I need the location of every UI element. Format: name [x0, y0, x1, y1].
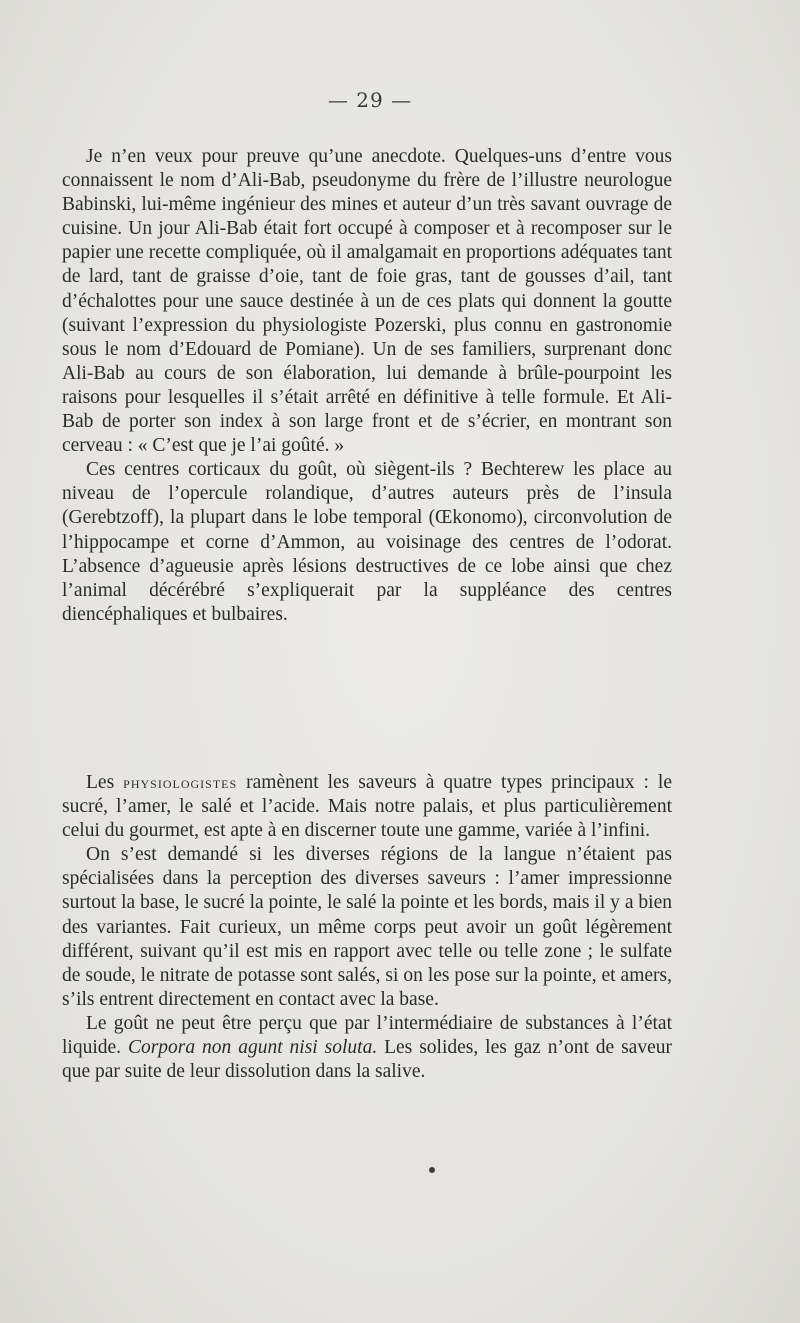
text-section-physiology: [62, 771, 672, 1084]
paragraph-liquid-rest: Les solides, les gaz n’ont de saveur que par suite de leur dissolution dans la salive.: [62, 1037, 672, 1083]
physiologistes-smallcaps: physiologistes: [123, 773, 238, 792]
paragraph-cortical-centers: Ces centres corticaux du goût, où siègent-ils ? Bechterew les place au niveau de l’opercule rolandique, d’autres auteurs près de l’insula (Gerebtzoff), la plupart dans le lobe temporal (Œkonomo), circonvolution de l’hippocampe et corne d’Ammon, au voisinage des centres de l’odorat. L’absence d’agueusie après lésions destructives de ce lobe ainsi que chez l’animal décérébré s’expliquerait par la suppléance des centres diencéphaliques et bulbaires.: [62, 459, 672, 625]
paragraph-ali-bab-anecdote: Je n’en veux pour preuve qu’une anecdote. Quelques-uns d’entre vous connaissent le nom d’Ali-Bab, pseudonyme du frère de l’illustre neurologue Babinski, lui-même ingénieur des mines et auteur d’un très savant ouvrage de cuisine. Un jour Ali-Bab était fort occupé à composer et à recomposer sur le papier une recette compliquée, où il amalgamait en proportions adéquates tant de lard, tant de graisse d’oie, tant de foie gras, tant de gousses d’ail, tant d’échalottes pour une sauce destinée à un de ces plats qui donnent la goutte (suivant l’expression du physiologiste Pozerski, plus connu en gastronomie sous le nom d’Edouard de Pomiane). Un de ses familiers, surprenant donc Ali-Bab au cours de son élaboration, lui demande à brûle-pourpoint les raisons pour lesquelles il s’était arrêté en définitive à telle formule. Et Ali-Bab de porter son index à son large front et de s’écrier, en montrant son cerveau : « C’est que je l’ai goûté. »: [62, 146, 672, 457]
paragraph-liquid-substances: [62, 1012, 672, 1084]
text-section-anecdote: [62, 145, 672, 627]
paragraph-four-tastes-rest: ramènent les saveurs à quatre types principaux : le sucré, l’amer, le salé et l’acide. Mais notre palais, et plus particulièrement celui du gourmet, est apte à en discerner toute une gamme, variée à l’infini.: [62, 772, 673, 842]
paragraph-four-tastes-lead: Les: [86, 772, 124, 793]
latin-quote: Corpora non agunt nisi soluta.: [127, 1037, 378, 1059]
page-number: — 29 —: [327, 88, 413, 112]
ink-speck: [429, 1167, 435, 1173]
paragraph-liquid-lead: Le goût ne peut être perçu que par l’intermédiaire de substances à l’état liquide.: [62, 1012, 672, 1059]
paragraph-four-tastes: [62, 771, 672, 843]
paragraph-tongue-regions: On s’est demandé si les diverses régions de la langue n’étaient pas spécialisées dans la perception des diverses saveurs : l’amer impressionne surtout la base, le sucré la pointe, le salé la pointe et les bords, mais il y a bien des variantes. Fait curieux, un même corps peut avoir un goût légèrement différent, suivant qu’il est mis en rapport avec telle ou telle zone ; le sulfate de soude, le nitrate de potasse sont salés, si on les pose sur la pointe, et amers, s’ils entrent directement en contact avec la base.: [62, 844, 672, 1010]
